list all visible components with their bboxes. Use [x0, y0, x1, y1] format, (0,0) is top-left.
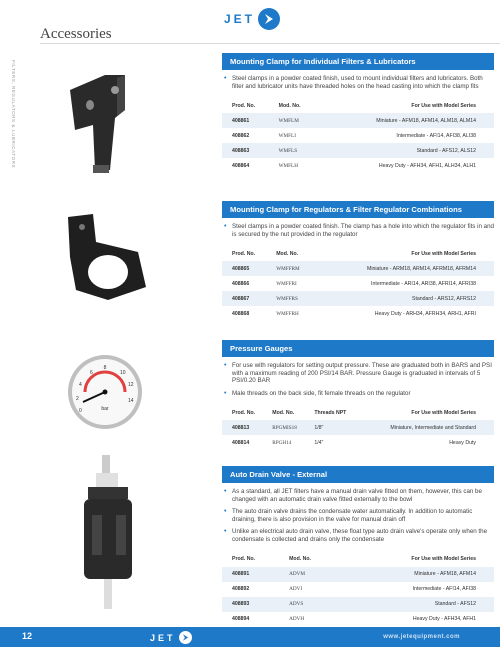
prod-no: 408866 — [232, 280, 250, 287]
website-url[interactable]: www.jetequipment.com — [383, 634, 460, 640]
side-category-label — [4, 60, 18, 260]
col-prod-no: Prod. No. — [232, 102, 256, 109]
prod-no: 408894 — [232, 616, 250, 623]
table-row — [222, 113, 494, 128]
prod-no: 408865 — [222, 261, 266, 276]
section-mounting-clamp-filters — [222, 53, 494, 173]
mod-no: RPGMIS18 — [262, 420, 304, 435]
table-row — [222, 276, 494, 291]
gauge-tick-label: 12 — [128, 382, 134, 388]
jet-arrow-icon — [258, 8, 280, 30]
mod-no: WMFLS — [269, 143, 314, 158]
col-model-series: For Use with Model Series — [411, 250, 476, 257]
table-row — [222, 420, 494, 435]
mod-no: ADVI — [289, 586, 303, 593]
product-table — [222, 552, 494, 627]
model-series: Miniature, Intermediate and Standard — [356, 420, 495, 435]
col-mod-no: Mod. No. — [278, 102, 301, 109]
mod-no: WMFLM — [269, 113, 314, 128]
mounting-clamp-regulator-image — [58, 212, 153, 302]
col-model-series: For Use with Model Series — [411, 556, 476, 563]
bullet-text: • Steel clamps in a powder coated finish, used to mount individual filters and lubricators. Both filter and lubricator units have threaded holes on the head casting into which the clamp fits — [222, 75, 494, 90]
product-table — [222, 246, 494, 321]
product-table — [222, 405, 494, 450]
table-row — [222, 128, 494, 143]
prod-no: 408891 — [222, 567, 279, 582]
bullet-text: • Steel clamps in a powder coated finish. The clamp has a hole into which the regulator fits in and is secured by the nut provided in the regulator — [222, 223, 494, 238]
prod-no: 408862 — [232, 132, 250, 139]
col-mod-no: Mod. No. — [289, 556, 311, 563]
page-title: Accessories — [40, 26, 112, 42]
mod-no: RPGH14 — [272, 439, 292, 446]
mounting-clamp-filter-image — [55, 70, 140, 180]
gauge-tick-label: 14 — [128, 398, 134, 404]
prod-no: 408814 — [232, 439, 250, 446]
mod-no: ADVH — [289, 616, 305, 623]
bullet-text: • Male threads on the back side, fit female threads on the regulator — [222, 390, 494, 398]
threads-npt: 1/8" — [304, 420, 355, 435]
col-model-series: For Use with Model Series — [411, 102, 476, 109]
col-prod-no: Prod. No. — [232, 250, 256, 257]
prod-no: 408863 — [222, 143, 269, 158]
table-row — [222, 612, 494, 627]
section-mounting-clamp-regulators — [222, 201, 494, 321]
header-divider — [40, 43, 500, 44]
prod-no: 408864 — [232, 162, 250, 169]
pressure-gauge-image — [65, 352, 145, 434]
gauge-tick-label: 10 — [120, 370, 126, 376]
section-heading: Pressure Gauges — [222, 340, 494, 357]
mod-no: ADVS — [279, 597, 334, 612]
bullet-text: • The auto drain valve drains the condensate water automatically. In addition to automatic draining, there is also provision in the valve for manual drain off — [222, 508, 494, 523]
gauge-tick-label: 6 — [90, 370, 93, 376]
prod-no: 408861 — [222, 113, 269, 128]
mod-no: WMFLI — [278, 132, 296, 139]
model-series: Heavy Duty - ARH34, AFRH34, ARH1, AFRI — [374, 310, 476, 317]
col-model-series: For Use with Model Series — [411, 409, 476, 416]
prod-no: 408868 — [232, 310, 250, 317]
model-series: Heavy Duty — [449, 439, 476, 446]
brand-name: JET — [224, 12, 256, 26]
prod-no: 408867 — [222, 291, 266, 306]
model-series: Standard - AFS12 — [334, 597, 494, 612]
bullet-text: • For use with regulators for setting output pressure. These are graduated both in BARS and PSI with a maximum reading of 200 PSI/14 BAR. Pressure Gauge is graduated in intervals of 5 PSI/0.20 BAR — [222, 362, 494, 385]
table-row — [222, 435, 494, 450]
table-row — [222, 597, 494, 612]
col-prod-no: Prod. No. — [232, 409, 256, 416]
mod-no: ADVM — [279, 567, 334, 582]
col-mod-no: Mod. No. — [272, 409, 295, 416]
mod-no: WMFLH — [278, 162, 298, 169]
prod-no: 408892 — [232, 586, 250, 593]
threads-npt: 1/4" — [314, 439, 324, 446]
col-prod-no: Prod. No. — [232, 556, 256, 563]
gauge-tick-label: 8 — [103, 365, 107, 371]
bullet-text: • Unlike an electrical auto drain valve, these float type auto drain valve's operate only when the condensate is collected and drains only the condensate — [222, 528, 494, 543]
mod-no: WMFFRH — [276, 310, 299, 317]
model-series: Heavy Duty - AFH34, AFH1 — [412, 616, 476, 623]
table-row — [222, 158, 494, 173]
prod-no: 408893 — [222, 597, 279, 612]
auto-drain-valve-image — [70, 455, 150, 620]
col-mod-no: Mod. No. — [276, 250, 299, 257]
brand-logo — [224, 8, 280, 30]
mod-no: WMFFRS — [266, 291, 311, 306]
model-series: Standard - AFS12, ALS12 — [314, 143, 494, 158]
model-series: Intermediate - AFI14, AFI38 — [412, 586, 476, 593]
table-row — [222, 143, 494, 158]
model-series: Standard - ARS12, AFRS12 — [311, 291, 494, 306]
mod-no: WMFFRM — [266, 261, 311, 276]
prod-no: 408813 — [222, 420, 262, 435]
table-row — [222, 291, 494, 306]
gauge-tick-label: 4 — [79, 382, 82, 388]
table-row — [222, 582, 494, 597]
model-series: Miniature - ARM18, ARM14, AFRM18, AFRM14 — [311, 261, 494, 276]
mod-no: WMFFRI — [276, 280, 297, 287]
footer-brand-logo — [150, 631, 192, 644]
section-pressure-gauges — [222, 340, 494, 450]
section-auto-drain-valve — [222, 466, 494, 627]
model-series: Miniature - AFM18, AFM14, ALM18, ALM14 — [314, 113, 494, 128]
side-category-text: FILTERS, REGULATORS & LUBRICATORS — [11, 60, 16, 169]
gauge-unit-label: bar — [101, 406, 109, 412]
bullet-text: • As a standard, all JET filters have a manual drain valve fitted on them, however, this can be changed with an automatic drain valve fitted externally to the bowl — [222, 488, 494, 503]
table-row — [222, 261, 494, 276]
table-row — [222, 567, 494, 582]
footer-brand-name: JET — [150, 632, 176, 643]
section-heading: Mounting Clamp for Individual Filters & Lubricators — [222, 53, 494, 70]
product-table — [222, 98, 494, 173]
section-heading: Mounting Clamp for Regulators & Filter Regulator Combinations — [222, 201, 494, 218]
jet-arrow-icon — [179, 631, 192, 644]
gauge-tick-label: 0 — [79, 408, 82, 414]
model-series: Heavy Duty - AFH34, AFH1, ALH34, ALH1 — [378, 162, 476, 169]
model-series: Miniature - AFM18, AFM14 — [334, 567, 494, 582]
model-series: Intermediate - AFI14, AFI38, ALI38 — [396, 132, 476, 139]
section-heading: Auto Drain Valve - External — [222, 466, 494, 483]
model-series: Intermediate - ARI14, ARI38, AFRI14, AFRI38 — [371, 280, 476, 287]
table-row — [222, 306, 494, 321]
col-threads-npt: Threads NPT — [314, 409, 347, 416]
gauge-tick-label: 2 — [76, 396, 79, 402]
page-number: 12 — [22, 631, 33, 641]
